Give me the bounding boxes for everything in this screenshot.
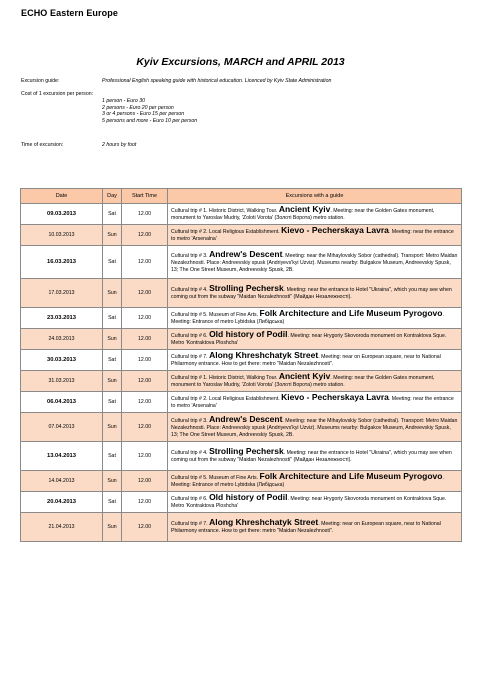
excursion-intro: Cultural trip # 6. [171,496,210,502]
header-date: Date [21,189,103,204]
day-cell: Sat [103,308,122,329]
excursion-cell [168,492,462,513]
day-cell: Sat [103,392,122,413]
table-row [21,471,462,492]
date-cell: 13.04.2013 [21,442,103,471]
cost-line: 5 persons and more - Euro 10 per person [102,117,198,124]
start-time-cell: 12.00 [122,442,168,471]
date-cell: 30.03.2013 [21,350,103,371]
table-header-row [21,189,462,204]
excursion-name: Strolling Pechersk [209,283,284,293]
time-value: 2 hours by foot [102,142,137,148]
excursion-intro: Cultural trip # 6. [171,333,210,339]
excursion-intro: Cultural trip # 2. Local Religious Establishment. [171,229,282,235]
excursion-cell [168,279,462,308]
excursion-intro: Cultural trip # 2. Local Religious Establishment. [171,396,282,402]
start-time-cell: 12.00 [122,350,168,371]
day-cell: Sun [103,225,122,246]
excursion-intro: Cultural trip # 4. [171,450,210,456]
excursion-cell [168,471,462,492]
cost-line: 3 or 4 persons - Euro 15 per person [102,111,185,118]
header-start-time: Start Time [122,189,168,204]
table-row [21,392,462,413]
table-row [21,204,462,225]
brand-logo: ECHO Eastern Europe [21,8,118,18]
date-cell: 09.03.2013 [21,204,103,225]
day-cell: Sat [103,350,122,371]
excursion-intro: Cultural trip # 1. Historic District, Walking Tour. [171,375,279,381]
table-row [21,492,462,513]
excursion-meeting: . Meeting: near Hrygoriy Skovoroda monument on Kontraktova Sque. Metro 'Kontraktova Ploshcha' [171,496,447,509]
excursion-cell [168,392,462,413]
start-time-cell: 12.00 [122,513,168,542]
start-time-cell: 12.00 [122,279,168,308]
page-title: Kyiv Excursions, MARCH and APRIL 2013 [136,56,345,68]
table-row [21,513,462,542]
date-cell: 23.03.2013 [21,308,103,329]
excursion-meeting: . Meeting: Entrance of metro Lybidska (Либідська) [171,475,444,488]
excursion-name: Ancient Kyiv [278,204,331,214]
excursion-intro: Cultural trip # 7. [171,521,210,527]
cost-line: 1 person - Euro 30 [102,98,145,104]
day-cell: Sat [103,492,122,513]
table-row [21,350,462,371]
excursion-cell [168,371,462,392]
excursion-name: Folk Architecture and Life Museum Pyrogovo [259,308,443,318]
excursion-name: Ancient Kyiv [278,371,331,381]
date-cell: 16.03.2013 [21,246,103,279]
day-cell: Sun [103,471,122,492]
table-row [21,413,462,442]
time-label: Time of excursion: [21,142,64,148]
start-time-cell: 12.00 [122,308,168,329]
excursion-intro: Cultural trip # 3. [171,417,210,424]
excursion-meeting: . Meeting: near the entrance to metro 'Arsenalna' [171,229,454,242]
start-time-cell: 12.00 [122,225,168,246]
excursion-meeting: . Meeting: near the Golden Gates monument, monument to Yaroslav Mudriy, 'Zoloti Vorota' (Золоті Ворота) metro station. [171,375,435,388]
header-excursions: Excursions with a guide [168,189,462,204]
excursion-meeting: . Meeting: near the entrance to metro 'Arsenalna' [171,396,454,409]
date-cell: 17.03.2013 [21,279,103,308]
table-row [21,371,462,392]
day-cell: Sat [103,204,122,225]
excursion-name: Folk Architecture and Life Museum Pyrogovo [259,471,443,481]
excursion-cell [168,442,462,471]
date-cell: 20.04.2013 [21,492,103,513]
excursion-intro: Cultural trip # 4. [171,287,210,293]
excursion-meeting: . Meeting: Entrance of metro Lybidska (Либідська) [171,312,444,325]
table-row [21,225,462,246]
excursion-intro: Cultural trip # 3. [171,252,210,259]
excursion-meeting: . Meeting: near the Golden Gates monument, monument to Yaroslav Mudriy, 'Zoloti Vorota' (Золоті Ворота) metro station. [171,208,435,221]
start-time-cell: 12.00 [122,392,168,413]
day-cell: Sat [103,246,122,279]
table-row [21,442,462,471]
date-cell: 24.03.2013 [21,329,103,350]
excursion-name: Old history of Podil [209,329,288,339]
excursion-meeting: . Meeting: near Hrygoriy Skovoroda monument on Kontraktova Sque. Metro 'Kontraktova Ploshcha' [171,333,447,346]
excursion-cell [168,246,462,279]
date-cell: 06.04.2013 [21,392,103,413]
date-cell: 07.04.2013 [21,413,103,442]
date-cell: 14.04.2013 [21,471,103,492]
excursion-meeting: . Meeting: near the entrance to Hotel "Ukraina", which you may see when coming out from the subway "Maidan Nezalezhnosti" (Майдан Незалежності). [171,287,452,300]
excursion-intro: Cultural trip # 5. Museum of Fine Arts. [171,475,260,481]
excursion-meeting: . Meeting: near on European square, near to National Philarmony entrance. How to get there: metro "Maidan Nezalezhnosti". [171,354,441,367]
day-cell: Sat [103,442,122,471]
guide-label: Excursion guide: [21,78,60,84]
start-time-cell: 12.00 [122,246,168,279]
start-time-cell: 12.00 [122,329,168,350]
date-cell: 10.03.2013 [21,225,103,246]
start-time-cell: 12.00 [122,204,168,225]
excursion-name: Along Khreshchatyk Street [209,517,319,527]
date-cell: 31.03.2013 [21,371,103,392]
table-row [21,329,462,350]
start-time-cell: 12.00 [122,471,168,492]
header-day: Day [103,189,122,204]
excursion-name: Kievo - Pecherskaya Lavra [281,225,389,235]
excursion-cell [168,204,462,225]
table-row [21,279,462,308]
start-time-cell: 12.00 [122,371,168,392]
excursion-name: Along Khreshchatyk Street [209,350,319,360]
day-cell: Sun [103,279,122,308]
excursion-meeting: . Meeting: near the entrance to Hotel "Ukraina", which you may see when coming out from the subway "Maidan Nezalezhnosti" (Майдан Незалежності). [171,450,452,463]
cost-line: 2 persons - Euro 20 per person [102,104,174,111]
excursion-intro: Cultural trip # 1. Historic District, Walking Tour. [171,208,279,214]
excursion-cell [168,413,462,442]
start-time-cell: 12.00 [122,492,168,513]
day-cell: Sun [103,371,122,392]
date-cell: 21.04.2013 [21,513,103,542]
excursion-name: Kievo - Pecherskaya Lavra [281,392,389,402]
excursion-name: Strolling Pechersk [209,446,284,456]
excursion-schedule-table [20,188,462,542]
excursion-cell [168,350,462,371]
day-cell: Sun [103,413,122,442]
excursion-meeting: . Meeting: near on European square, near to National Philarmony entrance. How to get there: metro "Maidan Nezalezhnosti". [171,521,441,534]
day-cell: Sun [103,513,122,542]
table-row [21,246,462,279]
excursion-cell [168,329,462,350]
guide-value: Professional English speaking guide with historical education. Licenced by Kyiv State Administration [102,78,332,84]
excursion-name: Andrew's Descent [209,248,283,259]
excursion-meeting: . Meeting: near the Mihaylovskiy Sobor (cathedral). Transport: Metro Maidan Nezalezhnosti. Place: Andreevskiy spusk (Andriyevs'kyi Uzviz). Museums nearby: Bulgakov Museum, Andreevskiy Spusk, 13; The One Street Museum, Andreevskiy Spusk, 2B. [171,417,458,438]
day-cell: Sun [103,329,122,350]
excursion-cell [168,225,462,246]
excursion-intro: Cultural trip # 5. Museum of Fine Arts. [171,312,260,318]
excursion-name: Old history of Podil [209,492,288,502]
excursion-intro: Cultural trip # 7. [171,354,210,360]
excursion-meeting: . Meeting: near the Mihaylovskiy Sobor (cathedral). Transport: Metro Maidan Nezalezhnosti. Place: Andreevskiy spusk (Andriyevs'kyi Uzviz). Museums nearby: Bulgakov Museum, Andreevskiy Spusk, 13; The One Street Museum, Andreevskiy Spusk, 2B. [171,252,458,273]
cost-lines [102,98,462,124]
cost-label: Cost of 1 excursion per person: [21,91,94,97]
start-time-cell: 12.00 [122,413,168,442]
excursion-cell [168,308,462,329]
table-row [21,308,462,329]
excursion-name: Andrew's Descent [209,413,283,424]
excursion-cell [168,513,462,542]
